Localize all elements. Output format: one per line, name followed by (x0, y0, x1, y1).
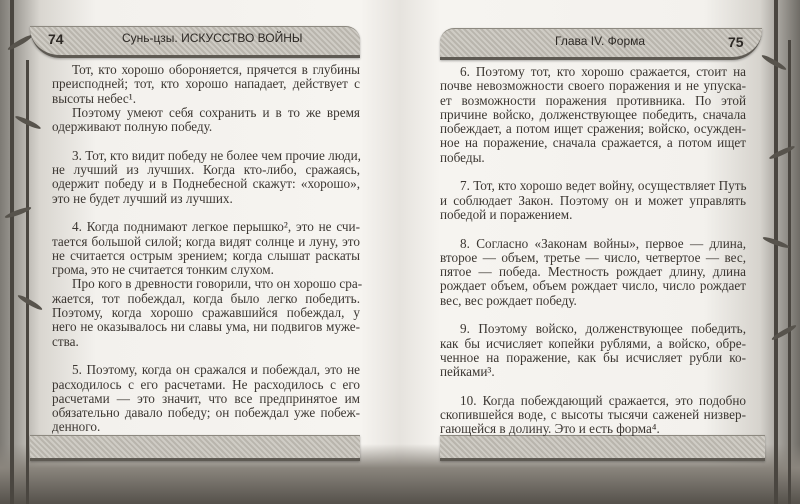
paragraph (52, 63, 360, 106)
text-line: грома, это не считается тонким слухом. (52, 262, 274, 278)
text-line: Про кого в древности говорили, что он хорошо сра- (72, 276, 363, 292)
page-number-right: 75 (728, 34, 744, 50)
text-line: 10. Когда побеждающий сражается, это подобно (460, 392, 746, 408)
page-number-left: 74 (48, 31, 64, 47)
paragraph (440, 65, 746, 165)
bamboo-illustration-left (0, 0, 40, 504)
text-line: пейками³. (440, 364, 495, 380)
text-line: обязательно давало победу; он побеждал уже побеж- (52, 405, 360, 421)
text-line: не лучший из лучших. Когда кто-либо, сражаясь, (52, 162, 360, 178)
text-line: одерживают полную победу. (52, 119, 213, 135)
text-line: него не оказывалось ни славы ума, ни подвигов муже- (52, 319, 360, 335)
text-line: 3. Тот, кто видит победу не более чем прочие люди, (72, 147, 361, 163)
running-head-right: Глава IV. Форма (555, 34, 646, 48)
paragraph (52, 106, 360, 135)
text-block (440, 322, 746, 379)
paragraph (440, 237, 746, 308)
text-line: 8. Согласно «Законам войны», первое — длина, (460, 235, 746, 251)
bamboo-illustration-right (760, 0, 800, 504)
paragraph (440, 394, 746, 437)
text-line: денного. (52, 419, 101, 435)
paragraph (440, 179, 746, 222)
text-block (440, 237, 746, 308)
text-line: как бы исчисляет копейки рублями, а войско, обре- (440, 335, 746, 351)
text-line: побеждает, а потом ищет сражения; войско, осужден- (440, 121, 746, 137)
text-block (52, 363, 360, 434)
text-line: это не будет лучший из лучших. (52, 190, 233, 206)
text-line: и соблюдает Закон. Поэтому он и может управлять (440, 192, 746, 208)
text-line: 7. Тот, кто хорошо ведет войну, осуществляет Путь (460, 178, 747, 194)
text-block (440, 65, 746, 165)
text-line: жается, тот побеждал, когда было легко победить. (52, 290, 360, 306)
text-line: Поэтому умеют себя сохранить и в то же время (72, 104, 360, 120)
text-line: Тот, кто хорошо обороняется, прячется в глубины (72, 62, 360, 77)
text-block (52, 219, 363, 349)
text-line: 4. Когда поднимают легкое перышко², это не счи- (72, 219, 360, 235)
paragraph (52, 220, 360, 277)
text-line: причине войско, долженствующее победить, сначала (440, 106, 746, 122)
paragraph (440, 322, 746, 379)
paragraph (52, 149, 360, 206)
text-line: расходилось с его расчетами. Не расходилось с его (52, 376, 360, 392)
text-line: второе — объем, третье — число, четвертое — вес, (440, 249, 746, 265)
text-line: расчетами — это значит, что все предпринятое им (52, 390, 360, 406)
text-line: одержит победу и в Поднебесной скажут: «хорошо», (52, 176, 360, 192)
text-line: рождает объем, объем рождает число, число рождает (440, 278, 746, 294)
text-line: 9. Поэтому войско, долженствующее победить, (460, 321, 746, 337)
text-line: гающейся в долину. Это и есть форма⁴. (440, 421, 660, 437)
text-line: вес, вес рождает победу. (440, 292, 577, 308)
text-block (440, 394, 746, 437)
text-line: ченное на поражение, как бы исчисляет рубли ко- (440, 349, 746, 365)
text-line: 6. Поэтому тот, кто хорошо сражается, стоит на (460, 64, 746, 79)
text-line: победы. (440, 149, 485, 165)
text-line: почве невозможности своего поражения и не упуска- (440, 78, 746, 94)
text-block (440, 179, 746, 222)
paragraph (52, 363, 360, 434)
text-line: скопившейся воде, с высоты тысячи саженей низвер- (440, 407, 746, 423)
text-line: не считается острым зрением; когда слышат раскаты (52, 247, 360, 263)
text-line: тается большой силой; когда видят солнце и луну, это (52, 233, 360, 249)
text-line: победой и поражением. (440, 206, 573, 222)
paragraph (52, 276, 363, 349)
text-block (52, 149, 360, 206)
text-line: ное на поражение, сначала сражается, а потом ищет (440, 135, 746, 151)
left-page-text (52, 62, 363, 449)
text-line: ства. (52, 333, 79, 349)
text-line: высоты небес¹. (52, 90, 137, 106)
running-head-left: Сунь-цзы. ИСКУССТВО ВОЙНЫ (122, 31, 303, 45)
text-line: преисподней; тот, кто хорошо нападает, действует с (52, 76, 360, 92)
text-line: 5. Поэтому, когда он сражался и побеждал, это не (72, 362, 360, 378)
text-line: пятое — победа. Местность рождает длину, длина (440, 264, 746, 280)
text-block (52, 63, 360, 134)
text-line: Поэтому, когда хорошо сражавшийся побеждал, у (52, 305, 360, 321)
text-line: ет возможности поражения противника. По этой (440, 92, 746, 108)
right-page-text (440, 65, 746, 451)
